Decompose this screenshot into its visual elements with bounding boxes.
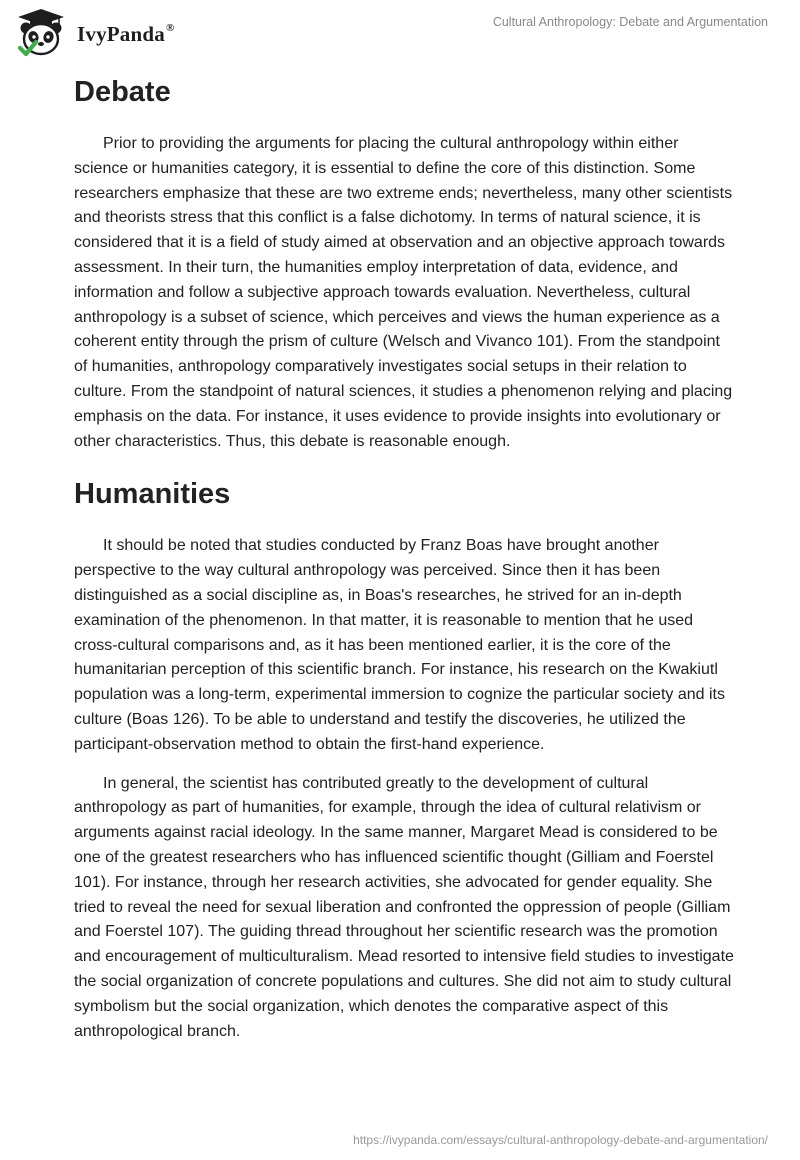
essay-content: [74, 74, 734, 1044]
section-heading: Humanities: [74, 478, 231, 511]
section-humanities: [74, 476, 734, 1044]
registered-mark: ®: [165, 22, 175, 34]
paragraph: It should be noted that studies conducted by Franz Boas have brought another perspective to the way cultural anthropology was perceived. Since then it has been distinguished as a social discipline as, in Boas's researches, he strived for an in-depth examination of the phenomenon. In that matter, it is reasonable to mention that he used cross-cultural comparisons and, as it has been mentioned earlier, it is the core of the humanitarian perception of this scientific branch. For instance, his research on the Kwakiutl population was a long-term, experimental immersion to cognize the particular society and its culture (Boas 126). To be able to understand and testify the discoveries, he utilized the participant-observation method to obtain the first-hand experience.: [74, 537, 725, 753]
paragraph: Prior to providing the arguments for placing the cultural anthropology within either science or humanities category, it is essential to define the core of this distinction. Some researchers emphasize that these are two extreme ends; nevertheless, many other scientists and theorists stress that this conflict is a false dichotomy. In terms of natural science, it is considered that it is a field of study aimed at observation and an objective approach towards assessment. In their turn, the humanities employ interpretation of data, evidence, and information and follow a subjective approach towards evaluation. Nevertheless, cultural anthropology is a subset of science, which perceives and views the human experience as a coherent entity through the prism of culture (Welsch and Vivanco 101). From the standpoint of humanities, anthropology comparatively investigates social setups in their relation to culture. From the standpoint of natural sciences, it studies a phenomenon relying and placing emphasis on the data. For instance, it uses evidence to provide insights into evolutionary or other characteristics. Thus, this debate is reasonable enough.: [74, 135, 733, 450]
brand-name: IvyPanda®: [77, 22, 175, 46]
brand-logo[interactable]: [14, 8, 194, 58]
page-header: [0, 0, 800, 64]
section-heading: Debate: [74, 76, 171, 108]
source-url-link[interactable]: https://ivypanda.com/essays/cultural-anthropology-debate-and-argumentation/: [353, 1133, 768, 1147]
paragraph: In general, the scientist has contributed greatly to the development of cultural anthropology as part of humanities, for example, through the idea of cultural relativism or arguments against racial ideology. In the same manner, Margaret Mead is considered to be one of the greatest researchers who has influenced scientific thought (Gilliam and Foerstel 101). For instance, through her research activities, she advocated for gender equality. She tried to reveal the need for sexual liberation and confronted the oppression of people (Gilliam and Foerstel 107). The guiding thread throughout her scientific research was the promotion and encouragement of multiculturalism. Mead resorted to intensive field studies to investigate the social organization of concrete populations and cultures. She did not aim to study cultural symbolism but the social organization, which denotes the comparative aspect of this anthropological branch.: [74, 774, 734, 1040]
running-title: Cultural Anthropology: Debate and Argumentation: [492, 15, 768, 29]
section-debate: [74, 74, 734, 454]
panda-logo-icon: [14, 8, 68, 58]
